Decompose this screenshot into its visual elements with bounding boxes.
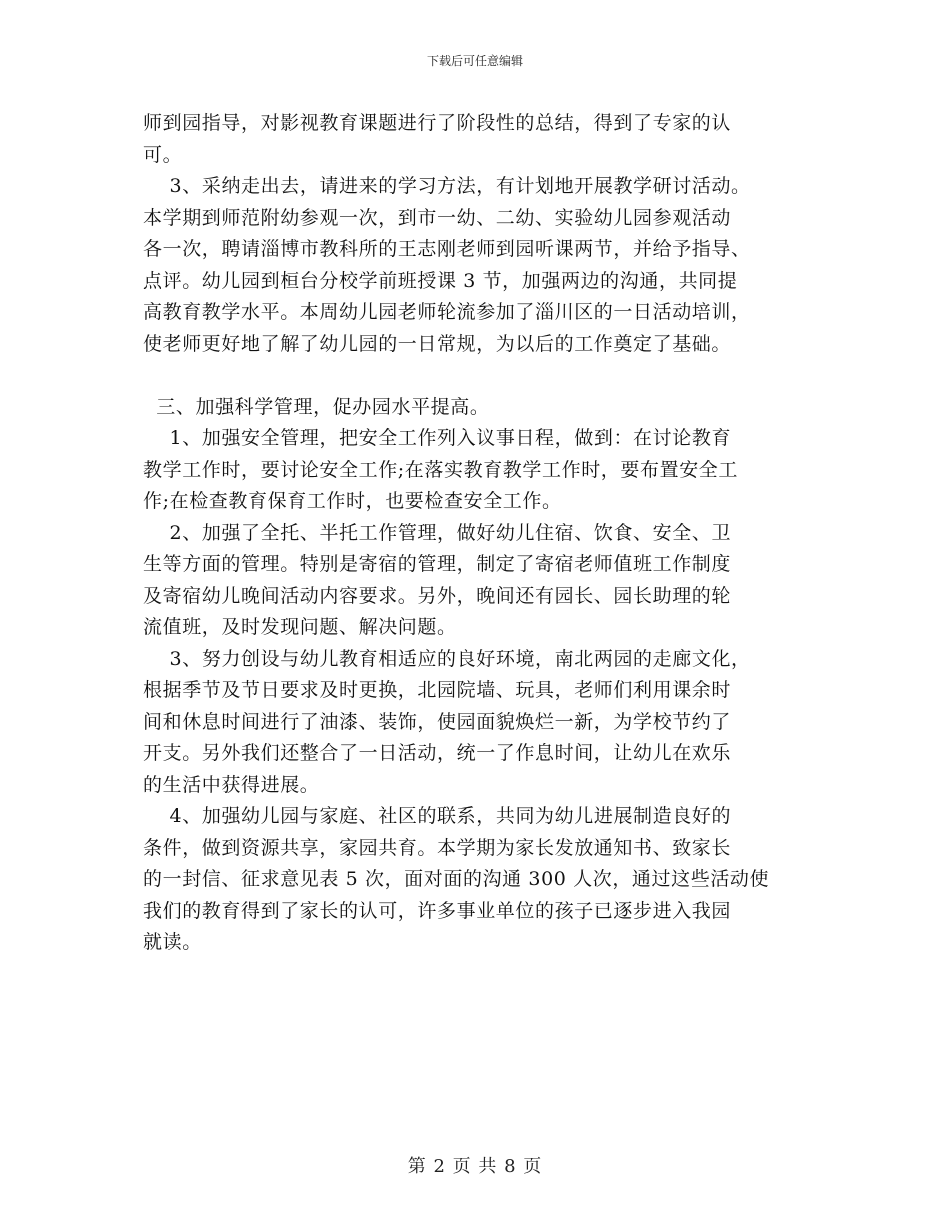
text-line: 使老师更好地了解了幼儿园的一日常规，为以后的工作奠定了基础。 [143,332,732,355]
text-line: 可。 [143,143,183,166]
text-line: 就读。 [143,931,202,953]
body-text [143,108,823,959]
text-line: 三、加强科学管理，促办园水平提高。 [143,395,490,418]
text-line: 3、采纳走出去，请进来的学习方法，有计划地开展教学研讨活动。 [143,175,751,197]
text-line: 3、努力创设与幼儿教育相适应的良好环境，南北两园的走廊文化， [143,647,751,670]
text-line: 4、加强幼儿园与家庭、社区的联系，共同为幼儿进展制造良好的 [143,805,732,827]
text-line: 条件，做到资源共享，家园共育。本学期为家长发放通知书、致家长 [143,836,732,859]
text-line: 1、加强安全管理，把安全工作列入议事日程，做到：在讨论教育 [143,427,732,449]
text-line: 间和休息时间进行了油漆、装饰，使园面貌焕烂一新，为学校节约了 [143,710,732,733]
text-line: 根据季节及节日要求及时更换，北园院墙、玩具，老师们利用课余时 [143,679,732,701]
text-line: 开支。另外我们还整合了一日活动，统一了作息时间，让幼儿在欢乐 [143,742,732,764]
text-line: 流值班，及时发现问题、解决问题。 [143,616,457,638]
blank-line [143,360,823,392]
text-line: 高教育教学水平。本周幼儿园老师轮流参加了淄川区的一日活动培训， [143,301,751,323]
page-footer: 第 2 页 共 8 页 [407,1156,543,1177]
text-line: 及寄宿幼儿晚间活动内容要求。另外，晚间还有园长、园长助理的轮 [143,584,732,607]
text-line: 师到园指导，对影视教育课题进行了阶段性的总结，得到了专家的认 [143,112,732,134]
text-line: 的生活中获得进展。 [143,773,320,796]
text-line: 作;在检查教育保育工作时，也要检查安全工作。 [143,490,562,512]
text-line: 各一次，聘请淄博市教科所的王志刚老师到园听课两节，并给予指导、 [143,238,751,260]
text-line: 我们的教育得到了家长的认可，许多事业单位的孩子已逐步进入我园 [143,899,732,922]
text-line: 点评。幼儿园到桓台分校学前班授课 3 节，加强两边的沟通，共同提 [143,269,738,292]
text-line: 教学工作时，要讨论安全工作;在落实教育教学工作时，要布置安全工 [143,458,739,481]
page-header: 下载后可任意编辑 [426,54,523,68]
text-line: 2、加强了全托、半托工作管理，做好幼儿住宿、饮食、安全、卫 [143,521,732,544]
text-line: 生等方面的管理。特别是寄宿的管理，制定了寄宿老师值班工作制度 [143,553,732,575]
text-line: 的一封信、征求意见表 5 次，面对面的沟通 300 人次，通过这些活动使 [143,868,770,890]
text-line: 本学期到师范附幼参观一次，到市一幼、二幼、实验幼儿园参观活动 [143,206,732,229]
